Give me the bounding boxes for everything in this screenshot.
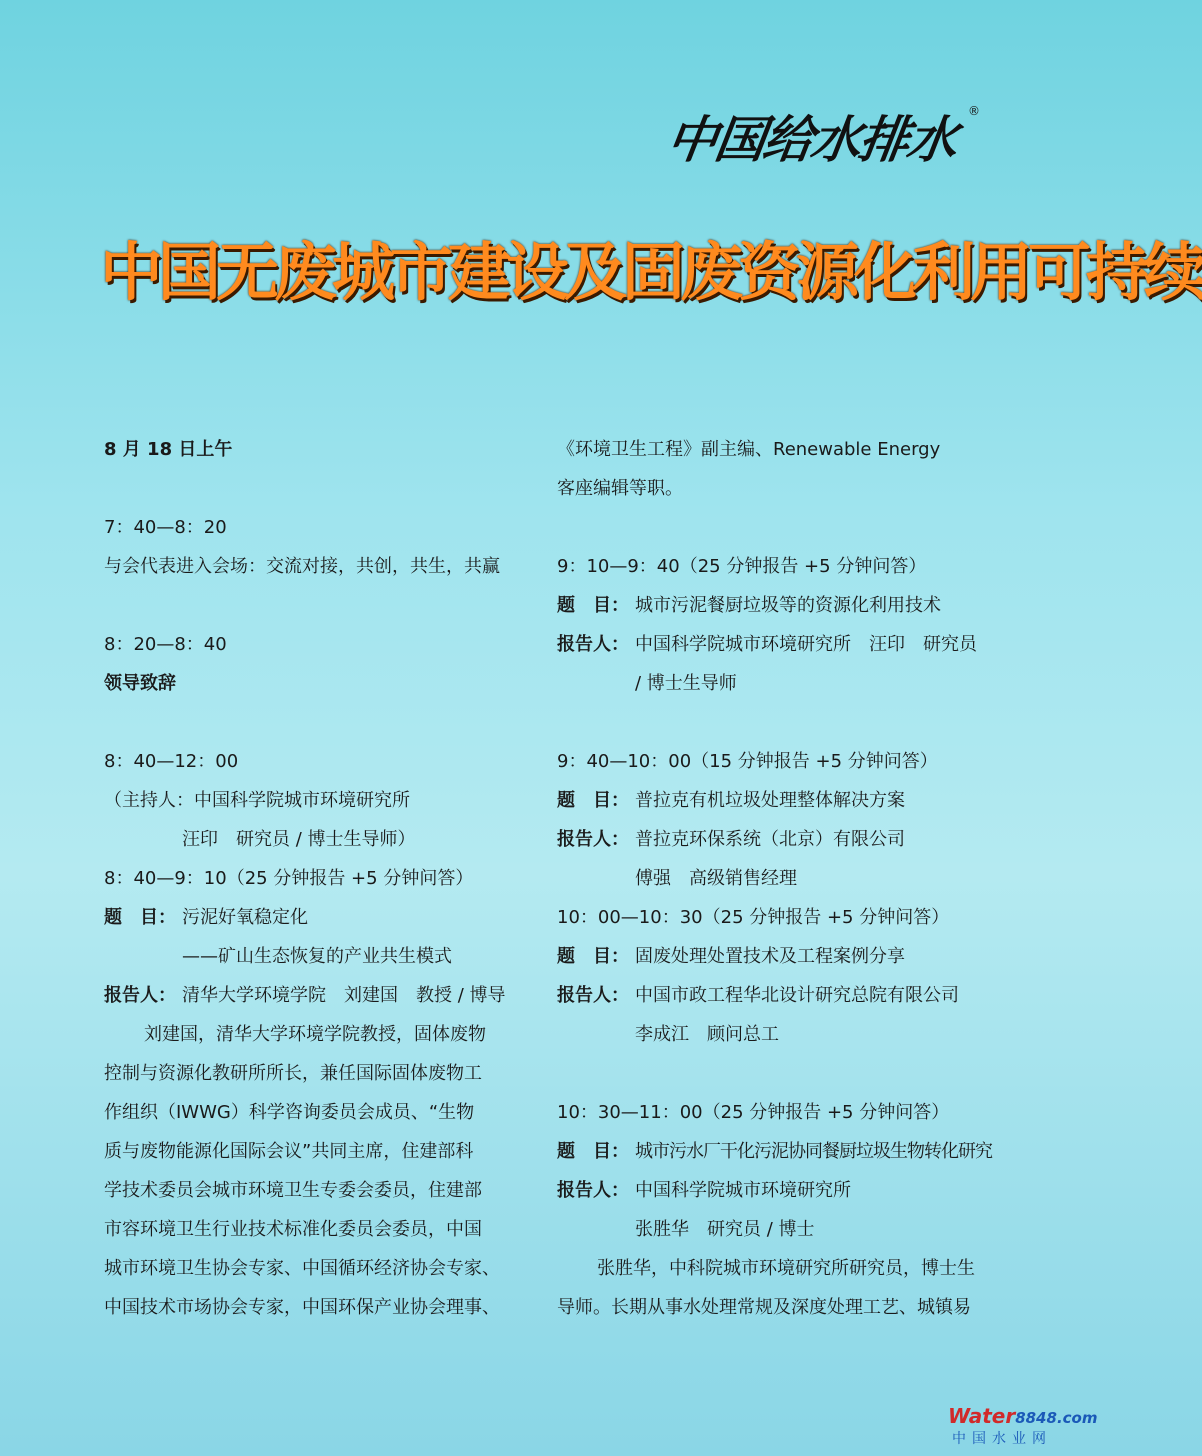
- topic-label: 题 目：: [557, 790, 629, 811]
- talk-speaker: [557, 976, 987, 1015]
- talk-time: 9：40—10：00（15 分钟报告 +5 分钟问答）: [557, 751, 938, 772]
- talk-speaker: [104, 976, 532, 1015]
- slot-time: 8：20—8：40: [104, 634, 227, 655]
- speaker-text: 清华大学环境学院 刘建国 教授 / 博导: [182, 985, 506, 1006]
- slot-description: 与会代表进入会场：交流对接，共创，共生，共赢: [104, 556, 500, 577]
- speaker-text: 中国科学院城市环境研究所: [635, 1180, 851, 1201]
- topic-text: 固废处理处置技术及工程案例分享: [635, 946, 905, 967]
- slot-time: 8：40—12：00: [104, 751, 239, 772]
- talk-time: 10：00—10：30（25 分钟报告 +5 分钟问答）: [557, 907, 950, 928]
- speaker-text: 普拉克环保系统（北京）有限公司: [635, 829, 905, 850]
- bio-line: 客座编辑等职。: [557, 478, 683, 499]
- talk-subtopic: ——矿山生态恢复的产业共生模式: [182, 946, 452, 967]
- schedule-right-column: [557, 430, 992, 1327]
- topic-label: 题 目：: [557, 595, 629, 616]
- talk-speaker: [557, 1171, 987, 1210]
- speaker-label: 报告人：: [104, 985, 176, 1006]
- bio-line: 张胜华，中科院城市环境研究所研究员，博士生: [597, 1258, 975, 1279]
- speaker-label: 报告人：: [557, 829, 629, 850]
- bio-line: 控制与资源化教研所所长，兼任国际固体废物工: [104, 1063, 482, 1084]
- host-line: （主持人：中国科学院城市环境研究所: [104, 790, 410, 811]
- speaker-label: 报告人：: [557, 634, 629, 655]
- talk-topic: [557, 586, 987, 625]
- topic-text: 普拉克有机垃圾处理整体解决方案: [635, 790, 905, 811]
- bio-line: 导师。长期从事水处理常规及深度处理工艺、城镇易: [557, 1297, 971, 1318]
- watermark-logo: [948, 1404, 1097, 1428]
- slot-time: 7：40—8：20: [104, 517, 227, 538]
- speaker-cont: 傅强 高级销售经理: [635, 868, 797, 889]
- brand-logo: 中国给水排水: [663, 110, 960, 169]
- bio-line: 市容环境卫生行业技术标准化委员会委员，中国: [104, 1219, 482, 1240]
- bio-line: 刘建国，清华大学环境学院教授，固体废物: [144, 1024, 486, 1045]
- topic-text: 城市污泥餐厨垃圾等的资源化利用技术: [635, 595, 941, 616]
- registered-mark: ®: [968, 104, 980, 118]
- bio-line: 《环境卫生工程》副主编、Renewable Energy: [557, 439, 941, 460]
- talk-speaker: [557, 820, 987, 859]
- watermark-subtitle: 中国水业网: [952, 1431, 1052, 1447]
- talk-time: 9：10—9：40（25 分钟报告 +5 分钟问答）: [557, 556, 927, 577]
- talk-topic: [557, 781, 987, 820]
- bio-line: 学技术委员会城市环境卫生专委会委员，住建部: [104, 1180, 482, 1201]
- bio-line: 中国技术市场协会专家，中国环保产业协会理事、: [104, 1297, 500, 1318]
- talk-speaker: [557, 625, 987, 664]
- schedule-left-column: [104, 430, 532, 1327]
- talk-topic: [557, 1132, 992, 1171]
- speaker-cont: 张胜华 研究员 / 博士: [635, 1219, 815, 1240]
- talk-time: 8：40—9：10（25 分钟报告 +5 分钟问答）: [104, 868, 474, 889]
- watermark-suffix: .com: [1056, 1409, 1098, 1427]
- speaker-cont: / 博士生导师: [635, 673, 737, 694]
- topic-label: 题 目：: [104, 907, 176, 928]
- host-line: 汪印 研究员 / 博士生导师）: [182, 829, 416, 850]
- speaker-text: 中国科学院城市环境研究所 汪印 研究员: [635, 634, 977, 655]
- talk-topic: [104, 898, 532, 937]
- talk-topic: [557, 937, 987, 976]
- speaker-label: 报告人：: [557, 1180, 629, 1201]
- bio-line: 城市环境卫生协会专家、中国循环经济协会专家、: [104, 1258, 500, 1279]
- slot-description: 领导致辞: [104, 673, 176, 694]
- watermark-num: 8848: [1015, 1409, 1057, 1427]
- bio-line: 质与废物能源化国际会议”共同主席，住建部科: [104, 1141, 474, 1162]
- bio-line: 作组织（IWWG）科学咨询委员会成员、“生物: [104, 1102, 475, 1123]
- talk-time: 10：30—11：00（25 分钟报告 +5 分钟问答）: [557, 1102, 950, 1123]
- page-title: 中国无废城市建设及固废资源化利用可持续: [100, 236, 1202, 309]
- topic-label: 题 目：: [557, 946, 629, 967]
- watermark-brand: Water: [948, 1404, 1016, 1428]
- topic-label: 题 目：: [557, 1141, 629, 1162]
- speaker-label: 报告人：: [557, 985, 629, 1006]
- speaker-text: 中国市政工程华北设计研究总院有限公司: [635, 985, 959, 1006]
- topic-text: 城市污水厂干化污泥协同餐厨垃圾生物转化研究: [635, 1141, 992, 1162]
- speaker-cont: 李成江 顾问总工: [635, 1024, 779, 1045]
- topic-text: 污泥好氧稳定化: [182, 907, 308, 928]
- session-date: 8 月 18 日上午: [104, 439, 233, 460]
